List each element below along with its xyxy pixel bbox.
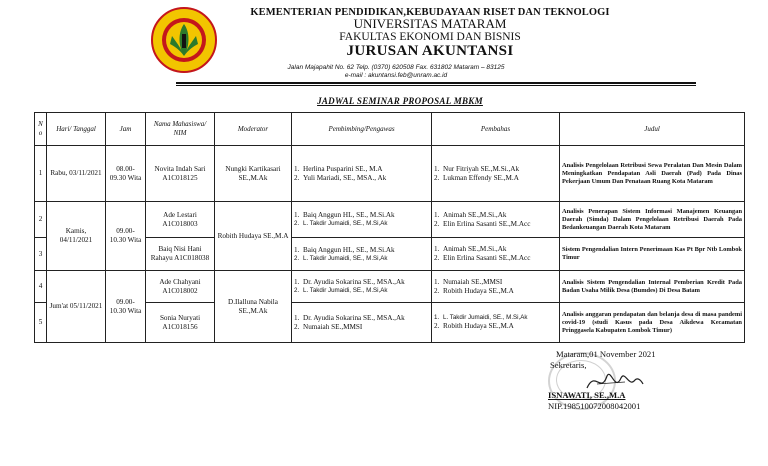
reviewer-item: 2. Elin Erlina Sasanti SE.,M.Acc xyxy=(434,254,531,262)
row-title: Analisis Pengelolaan Retribusi Sewa Peralatan Dan Mesin Dalam Meningkatkan Pendapatan Asli Daerah (Pad) Pada Dinas Pekerjaan Umum Dan Penataan Ruang Kota Mataram xyxy=(560,146,745,202)
row-time: 09.00- 10.30 Wita xyxy=(106,271,146,343)
col-student: Nama Mahasiswa/ NIM xyxy=(146,113,215,146)
reviewer-item: 2. Robith Hudaya SE.,M.A xyxy=(434,286,514,295)
col-time: Jam xyxy=(106,113,146,146)
faculty-name: FAKULTAS EKONOMI DAN BISNIS xyxy=(339,31,521,43)
row-no: 1 xyxy=(35,146,47,202)
supervisor-item: 2. Yuli Mariadi, SE., MSA., Ak xyxy=(294,173,387,182)
row-student: Ade Chahyani A1C018002 xyxy=(146,271,215,303)
header-divider-thick xyxy=(176,82,696,84)
supervisor-item: 2. L. Takdir Jumaidi, SE., M.Si,Ak xyxy=(294,254,388,262)
row-student: Sonia Nuryati A1C018156 xyxy=(146,303,215,343)
col-reviewers: Pembahas xyxy=(432,113,560,146)
signatory-nip: NIP.198510072008042001 xyxy=(548,401,641,411)
table-row xyxy=(35,146,745,202)
row-supervisors xyxy=(292,202,432,238)
row-reviewers xyxy=(432,146,560,202)
row-time: 09.00- 10.30 Wita xyxy=(106,202,146,271)
reviewer-item: 2. Robith Hudaya SE.,M.A xyxy=(434,321,514,330)
schedule-table xyxy=(34,112,745,343)
supervisor-item: 1. Dr. Ayudia Sokarina SE., MSA.,Ak xyxy=(294,313,405,322)
row-reviewers xyxy=(432,271,560,303)
reviewer-item: 1. Nur Fitriyah SE.,M.Si.,Ak xyxy=(434,164,520,173)
col-day: Hari/ Tanggal xyxy=(47,113,106,146)
signatory-name: ISNAWATI, SE.,M.A xyxy=(548,390,626,400)
row-reviewers xyxy=(432,238,560,271)
col-supervisors: Pembimbing/Pengawas xyxy=(292,113,432,146)
signature-place-date: Mataram,01 November 2021 xyxy=(556,349,656,359)
row-student: Baiq Nisi Hani Rahayu A1C018038 xyxy=(146,238,215,271)
reviewer-item: 1. Animah SE.,M.Si.,Ak xyxy=(434,210,507,219)
row-moderator: Robith Hudaya SE.,M.A xyxy=(215,202,292,271)
university-name: UNIVERSITAS MATARAM xyxy=(353,16,507,31)
reviewer-item: 1. Animah SE.,M.Si.,Ak xyxy=(434,245,507,253)
row-supervisors xyxy=(292,238,432,271)
row-title: Sistem Pengendalian Intern Penerimaan Kas Pt Bpr Ntb Lombok Timur xyxy=(560,238,745,271)
document-title: JADWAL SEMINAR PROPOSAL MBKM xyxy=(317,96,483,106)
reviewer-item: 1. L. Takdir Jumaidi, SE., M.Si,Ak xyxy=(434,314,528,322)
row-reviewers xyxy=(432,303,560,343)
supervisor-item: 2. L. Takdir Jumaidi, SE., M.Si,Ak xyxy=(294,287,388,295)
address-line: Jalan Majapahit No. 62 Telp. (0370) 620508 Fax. 631802 Mataram – 83125 xyxy=(287,64,505,71)
ministry-name: KEMENTERIAN PENDIDIKAN,KEBUDAYAAN RISET DAN TEKNOLOGI xyxy=(250,7,610,18)
row-no: 2 xyxy=(35,202,47,238)
row-moderator: D.Ilalluna Nabila SE.,M.Ak xyxy=(215,271,292,343)
row-title: Analisis Sistem Pengendalian Internal Pemberian Kredit Pada Badan Usaha Milik Desa (Bumdes) Di Desa Batam xyxy=(560,271,745,303)
row-reviewers xyxy=(432,202,560,238)
row-day: Jum'at 05/11/2021 xyxy=(47,271,106,343)
supervisor-item: 1. Dr. Ayudia Sokarina SE., MSA.,Ak xyxy=(294,278,405,287)
row-student: Ade Lestari A1C018003 xyxy=(146,202,215,238)
col-title: Judul xyxy=(560,113,745,146)
supervisor-item: 2. Numaiah SE.,MMSI xyxy=(294,322,363,331)
row-supervisors xyxy=(292,146,432,202)
row-supervisors xyxy=(292,303,432,343)
row-day: Rabu, 03/11/2021 xyxy=(47,146,106,202)
row-day: Kamis, 04/11/2021 xyxy=(47,202,106,271)
reviewer-item: 2. Elin Erlina Sasanti SE.,M.Acc xyxy=(434,219,531,228)
row-title: Analisis Penerapan Sistem Informasi Manajemen Keuangan Daerah (Simda) Dalam Pengelolaan Retribusi Daerah Pada Bedankeuangan Daerah Kota Mataram xyxy=(560,202,745,238)
supervisor-item: 2. L. Takdir Jumaidi, SE., M.Si,Ak xyxy=(294,220,388,228)
header-divider-thin xyxy=(176,85,696,86)
supervisor-item: 1. Herlina Pusparini SE., M.A xyxy=(294,164,383,173)
signature-role: Sekretaris, xyxy=(550,360,587,370)
email-line: e-mail : akuntansi.feb@unram.ac.id xyxy=(344,72,448,79)
row-no: 3 xyxy=(35,238,47,271)
supervisor-item: 1. Baiq Anggun HL, SE., M.Si.Ak xyxy=(294,245,395,254)
row-title: Analisis anggaran pendapatan dan belanja desa di masa pandemi covid-19 (studi Kasus pada Desa Aikdewa Kecamatan Pringgasela Kabupaten Lombok Timur) xyxy=(560,303,745,343)
row-no: 5 xyxy=(35,303,47,343)
row-moderator: Nungki Kartikasari SE.,M.Ak xyxy=(215,146,292,202)
supervisor-item: 1. Baiq Anggun HL, SE., M.Si.Ak xyxy=(294,211,395,220)
row-supervisors xyxy=(292,271,432,303)
table-row xyxy=(35,202,745,238)
table-header-row xyxy=(35,113,745,146)
row-no: 4 xyxy=(35,271,47,303)
department-name: JURUSAN AKUNTANSI xyxy=(346,43,514,59)
reviewer-item: 2. Lukman Effendy SE.,M.A xyxy=(434,173,519,182)
col-moderator: Moderator xyxy=(215,113,292,146)
col-no: N o xyxy=(35,113,47,146)
table-row xyxy=(35,271,745,303)
row-student: Novita Indah Sari A1C018125 xyxy=(146,146,215,202)
row-time: 08.00- 09.30 Wita xyxy=(106,146,146,202)
reviewer-item: 1. Numaiah SE.,MMSI xyxy=(434,277,503,286)
